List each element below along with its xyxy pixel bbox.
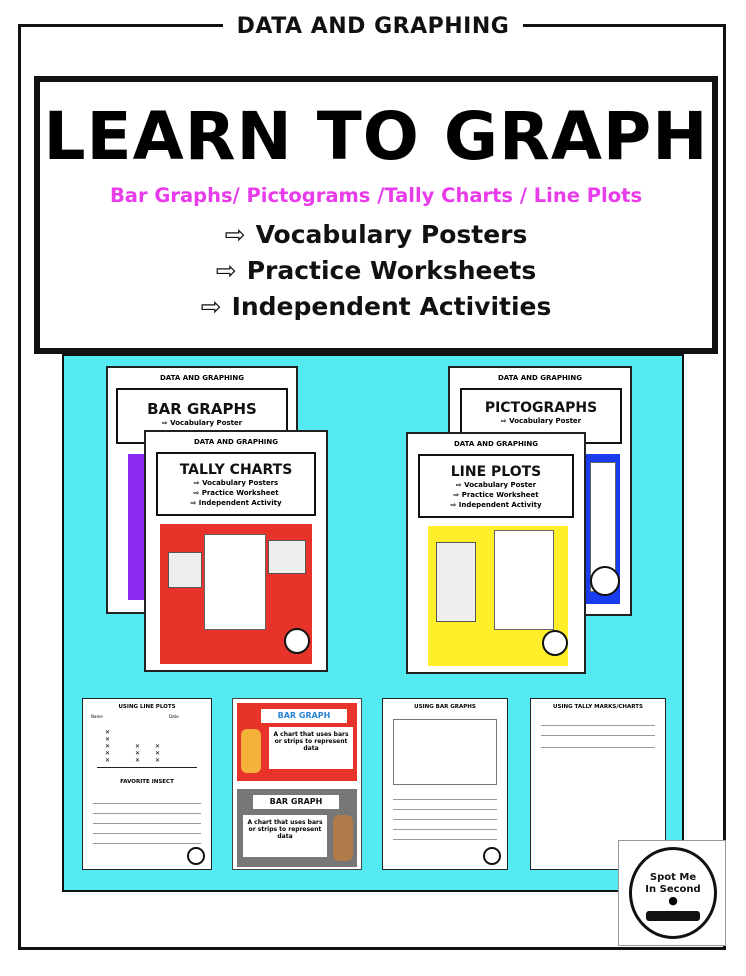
brand-logo xyxy=(629,847,717,939)
name-label: Name xyxy=(91,714,103,719)
bar-graphs-worksheet xyxy=(382,698,508,870)
cover-title-box: BAR GRAPHS ⇨ Vocabulary Poster xyxy=(116,388,288,444)
bar-graph-poster xyxy=(232,698,362,870)
poster-definition: A chart that uses bars or strips to represent data xyxy=(269,727,353,769)
line-plots-cover xyxy=(406,432,586,674)
worksheet-title: USING BAR GRAPHS xyxy=(414,704,476,710)
tally-charts-cover xyxy=(144,430,328,672)
worksheet-thumb xyxy=(204,534,266,630)
kid-icon xyxy=(241,729,261,773)
cover-title: TALLY CHARTS xyxy=(179,462,293,478)
top-title xyxy=(0,14,746,39)
graph-area xyxy=(393,719,497,785)
cover-title-box: TALLY CHARTS ⇨ Vocabulary Posters ⇨ Practice Worksheet ⇨ Independent Activity xyxy=(156,452,316,516)
logo-badge xyxy=(483,847,501,865)
cover-header: DATA AND GRAPHING xyxy=(193,438,279,446)
poster-label-box: BAR GRAPH xyxy=(253,795,339,809)
logo-badge xyxy=(187,847,205,865)
worksheet-title: USING TALLY MARKS/CHARTS xyxy=(553,704,643,710)
x-marks: ✕ ✕ ✕ xyxy=(155,743,161,764)
kid-icon xyxy=(333,815,353,861)
poster-thumb xyxy=(436,542,476,622)
hero-title: LEARN TO GRAPH xyxy=(43,98,709,175)
arrow-icon: ⇨ xyxy=(224,220,246,249)
hero-box xyxy=(34,76,718,354)
x-marks: ✕ ✕ ✕ xyxy=(135,743,141,764)
cover-title: BAR GRAPHS xyxy=(147,400,257,418)
logo-badge xyxy=(590,566,620,596)
line-plots-worksheet xyxy=(82,698,212,870)
top-title-text: DATA AND GRAPHING xyxy=(223,14,524,39)
poster-thumb xyxy=(268,540,306,574)
cover-title: LINE PLOTS xyxy=(450,464,542,480)
cover-header: DATA AND GRAPHING xyxy=(159,374,245,382)
cover-title-box: LINE PLOTS ⇨ Vocabulary Poster ⇨ Practice Worksheet ⇨ Independent Activity xyxy=(418,454,574,518)
date-label: Date xyxy=(169,714,179,719)
logo-line-2: In Second xyxy=(645,883,701,895)
poster-definition: A chart that uses bars or strips to represent data xyxy=(243,815,327,857)
worksheet-thumb xyxy=(494,530,554,630)
poster-label-box: BAR GRAPH xyxy=(261,709,347,723)
hero-subtitle: Bar Graphs/ Pictograms /Tally Charts / Line Plots xyxy=(109,184,643,207)
arrow-icon: ⇨ xyxy=(215,256,237,285)
worksheet-title: USING LINE PLOTS xyxy=(118,704,176,710)
hero-bullet-2: ⇨ Practice Worksheets xyxy=(215,256,537,285)
logo-badge xyxy=(542,630,568,656)
worksheet-subtitle: FAVORITE INSECT xyxy=(120,779,174,785)
cover-header: DATA AND GRAPHING xyxy=(497,374,583,382)
cover-title-box: PICTOGRAPHS ⇨ Vocabulary Poster xyxy=(460,388,622,444)
logo-badge xyxy=(284,628,310,654)
cover-header: DATA AND GRAPHING xyxy=(453,440,539,448)
hero-bullet-1: ⇨ Vocabulary Posters xyxy=(224,220,528,249)
brand-logo-card xyxy=(618,840,726,946)
poster-thumb xyxy=(168,552,202,588)
hero-bullet-3: ⇨ Independent Activities xyxy=(200,292,552,321)
arrow-icon: ⇨ xyxy=(200,292,222,321)
axis-line xyxy=(97,767,197,768)
dog-icon xyxy=(646,911,700,921)
logo-line-1: Spot Me xyxy=(649,872,697,883)
paw-icon: ● xyxy=(668,894,678,907)
cover-title: PICTOGRAPHS xyxy=(484,400,598,416)
x-marks: ✕ ✕ ✕ ✕ ✕ xyxy=(105,729,111,764)
